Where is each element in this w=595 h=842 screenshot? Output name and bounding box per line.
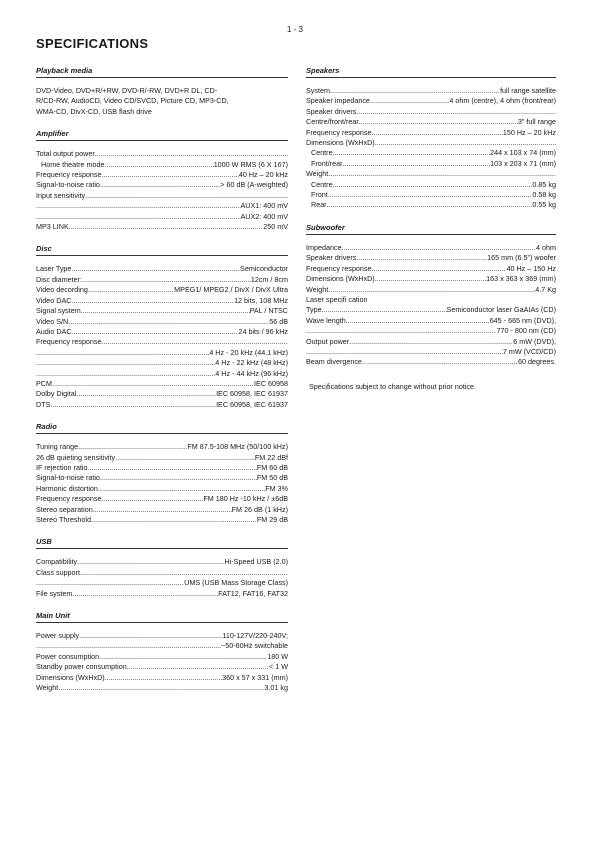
spec-row <box>36 180 288 190</box>
dot-leader <box>100 180 220 190</box>
dot-leader <box>36 212 240 222</box>
spec-label: Tuning range <box>36 442 79 452</box>
spec-row <box>36 473 288 483</box>
subwoofer-heading: Subwoofer <box>306 223 556 235</box>
spec-row <box>306 86 556 96</box>
spec-row <box>306 180 556 190</box>
spec-value: 110-127V/220-240V; <box>222 631 288 641</box>
spec-label: Frequency response <box>306 127 372 137</box>
spec-value: 4 Hz - 20 kHz (44.1 kHz) <box>209 347 288 357</box>
spec-value: 163 x 363 x 369 (mm) <box>486 274 556 284</box>
spec-row <box>36 264 288 274</box>
spec-value: Hi-Speed USB (2.0) <box>224 557 288 567</box>
spec-value: 0.85 kg <box>532 179 556 189</box>
main-unit-heading: Main Unit <box>36 611 288 623</box>
spec-row <box>36 327 288 337</box>
spec-value: 40 Hz – 150 Hz <box>506 263 556 273</box>
dot-leader <box>82 275 251 285</box>
spec-row <box>36 652 288 662</box>
spec-label: Weight <box>306 284 329 294</box>
dot-leader <box>72 589 218 599</box>
spec-label: Input sensitivity <box>36 190 86 200</box>
spec-row <box>36 453 288 463</box>
spec-label: Standby power consumption <box>36 662 127 672</box>
spec-label: Total output power <box>36 149 95 159</box>
spec-value: 4 ohm (centre), 4 ohm (front/rear) <box>449 96 556 106</box>
spec-row <box>36 201 288 211</box>
spec-label: Centre <box>311 148 333 158</box>
spec-row <box>36 641 288 651</box>
spec-row <box>306 337 556 347</box>
spec-label: Type <box>306 305 322 315</box>
spec-value: 180 W <box>267 651 288 661</box>
spec-row <box>36 442 288 452</box>
dot-leader <box>333 148 491 158</box>
spec-value: FM 3% <box>265 483 288 493</box>
dot-leader <box>372 264 507 274</box>
spec-row <box>36 578 288 588</box>
amplifier-section <box>36 129 288 232</box>
spec-label: Audio DAC <box>36 326 72 336</box>
spec-label: Impedance <box>306 242 342 252</box>
dot-leader <box>36 369 215 379</box>
playback-line: R/CD-RW, AudioCD, Video CD/SVCD, Picture CD, MP3-CD, <box>36 96 229 106</box>
subwoofer-section <box>306 223 556 368</box>
dot-leader <box>85 191 288 201</box>
spec-label: Front/rear <box>311 158 343 168</box>
spec-label: Dolby Digital <box>36 389 77 399</box>
spec-value: 165 mm (6.5") woofer <box>487 253 556 263</box>
spec-label: Disc diameter: <box>36 274 82 284</box>
spec-label: Front <box>311 190 328 200</box>
spec-value: IEC 60958 <box>254 378 288 388</box>
spec-value: 6 mW (DVD), <box>513 336 556 346</box>
spec-row <box>36 170 288 180</box>
spec-row <box>306 285 556 295</box>
spec-label: Home theatre mode <box>41 159 105 169</box>
spec-value: 4.7 Kg <box>535 284 556 294</box>
spec-row <box>36 515 288 525</box>
dot-leader <box>349 337 513 347</box>
spec-row <box>36 568 288 578</box>
spec-value: 3" full range <box>517 117 556 127</box>
amplifier-heading: Amplifier <box>36 129 288 141</box>
playback-heading: Playback media <box>36 66 288 78</box>
spec-value: 24 bits / 96 kHz <box>238 326 288 336</box>
spec-value: FM 26 dB (1 kHz) <box>231 504 288 514</box>
spec-label: Beam divergence <box>306 357 362 367</box>
spec-row <box>36 557 288 567</box>
spec-label: Laser Type <box>36 264 72 274</box>
dot-leader <box>93 505 232 515</box>
spec-row <box>306 316 556 326</box>
spec-row <box>306 305 556 315</box>
spec-row <box>36 683 288 693</box>
spec-value: 4 Hz - 22 kHz (48 kHz) <box>215 358 288 368</box>
spec-label: Dimensions (WxHxD) <box>36 672 105 682</box>
dot-leader <box>79 631 222 641</box>
spec-value: 12 bits, 108 MHz <box>234 295 288 305</box>
spec-value: 360 x 57 x 331 (mm) <box>222 672 288 682</box>
spec-value: UMS (USB Mass Storage Class) <box>184 578 288 588</box>
dot-leader <box>77 557 224 567</box>
dot-leader <box>306 326 496 336</box>
spec-value: IEC 60958, IEC 61937 <box>216 399 288 409</box>
dot-leader <box>346 316 490 326</box>
spec-label: Compatibility <box>36 557 78 567</box>
dot-leader <box>375 274 486 284</box>
spec-value: > 60 dB (A-weighted) <box>220 180 288 190</box>
dot-leader <box>80 568 288 578</box>
spec-value: FAT12, FAT16, FAT32 <box>218 588 288 598</box>
spec-row <box>36 673 288 683</box>
dot-leader <box>362 357 518 367</box>
spec-row <box>306 347 556 357</box>
dot-leader <box>100 473 257 483</box>
spec-row <box>306 253 556 263</box>
dot-leader <box>342 243 536 253</box>
spec-value: 12cm / 8cm <box>250 274 288 284</box>
spec-label: DTS <box>36 399 51 409</box>
spec-label: Signal-to-noise ratio <box>36 180 100 190</box>
spec-row <box>306 107 556 117</box>
dot-leader <box>328 285 535 295</box>
spec-row <box>36 285 288 295</box>
dot-leader <box>328 169 556 179</box>
disc-heading: Disc <box>36 244 288 256</box>
spec-label: Stereo Threshold <box>36 515 92 524</box>
spec-value: 770 - 800 nm (CD) <box>496 326 556 336</box>
dot-leader <box>91 515 257 525</box>
spec-value: 645 - 665 nm (DVD), <box>489 315 556 325</box>
spec-value: 0.58 kg <box>532 190 556 200</box>
spec-label: Class support <box>36 567 80 577</box>
spec-value: AUX1: 400 mV <box>240 201 288 211</box>
dot-leader <box>356 253 487 263</box>
spec-label: Laser specifi cation <box>306 294 368 304</box>
spec-row <box>36 389 288 399</box>
main-unit-section <box>36 611 288 693</box>
dot-leader <box>36 348 209 358</box>
spec-row <box>36 358 288 368</box>
spec-value: 3.01 kg <box>264 683 288 693</box>
spec-row <box>36 463 288 473</box>
spec-row <box>306 243 556 253</box>
spec-label: Centre <box>311 179 333 189</box>
spec-label: Video DAC <box>36 295 72 305</box>
spec-value: full range satellite <box>500 86 556 95</box>
spec-value: 4 ohm <box>536 242 556 252</box>
spec-value: FM 87.5-108 MHz (50/100 kHz) <box>187 442 288 452</box>
spec-value: FM 60 dB <box>256 462 288 472</box>
dot-leader <box>36 641 221 651</box>
spec-label: Wave length <box>306 315 346 325</box>
spec-row <box>306 128 556 138</box>
spec-label: Frequency response <box>306 263 372 273</box>
dot-leader <box>99 652 267 662</box>
spec-label: Speaker drivers <box>306 106 357 116</box>
dot-leader <box>102 337 288 347</box>
dot-leader <box>50 400 216 410</box>
spec-row <box>306 96 556 106</box>
spec-row <box>36 505 288 515</box>
dot-leader <box>88 463 257 473</box>
dot-leader <box>356 107 556 117</box>
spec-label: IF rejection ratio <box>36 462 88 472</box>
spec-label: Centre/front/rear <box>306 117 359 127</box>
spec-row <box>36 296 288 306</box>
dot-leader <box>36 578 184 588</box>
dot-leader <box>78 442 187 452</box>
spec-value: 7 mW (VCD/CD) <box>502 346 556 356</box>
spec-row <box>36 379 288 389</box>
speakers-section <box>306 66 556 211</box>
spec-row <box>306 295 556 305</box>
disc-section <box>36 244 288 410</box>
spec-row <box>306 200 556 210</box>
dot-leader <box>58 683 264 693</box>
spec-value: 244 x 103 x 74 (mm) <box>490 148 556 158</box>
spec-row <box>36 212 288 222</box>
dot-leader <box>333 180 533 190</box>
spec-value: ~50-60Hz switchable <box>221 641 288 651</box>
spec-value: < 1 W <box>269 662 288 672</box>
dot-leader <box>36 201 240 211</box>
dot-leader <box>115 453 255 463</box>
spec-label: Rear <box>311 200 327 210</box>
playback-section <box>36 66 288 117</box>
spec-value: Semiconductor <box>240 264 288 274</box>
dot-leader <box>69 222 263 232</box>
spec-label: Dimensions (WxHxD) <box>306 274 375 284</box>
spec-label: Signal system <box>36 306 81 316</box>
spec-row <box>36 662 288 672</box>
spec-label: Frequency response <box>36 494 102 504</box>
usb-heading: USB <box>36 537 288 549</box>
dot-leader <box>359 117 518 127</box>
dot-leader <box>95 149 288 159</box>
radio-heading: Radio <box>36 422 288 434</box>
spec-row <box>306 148 556 158</box>
spec-label: MP3 LINK <box>36 222 69 232</box>
dot-leader <box>72 327 239 337</box>
spec-label: Video decording <box>36 285 88 295</box>
dot-leader <box>327 200 533 210</box>
dot-leader <box>375 138 556 148</box>
spec-row <box>36 494 288 504</box>
spec-row <box>306 190 556 200</box>
spec-value: 250 mV <box>263 222 288 232</box>
spec-row <box>306 138 556 148</box>
spec-label: Output power <box>306 336 350 346</box>
spec-value: 150 Hz – 20 kHz <box>502 127 556 137</box>
dot-leader <box>370 96 449 106</box>
spec-row <box>36 149 288 159</box>
radio-section <box>36 422 288 525</box>
spec-row <box>36 222 288 232</box>
spec-label: Stereo separation <box>36 504 93 514</box>
page-title: SPECIFICATIONS <box>36 36 149 51</box>
spec-label: Video S/N <box>36 316 69 326</box>
spec-value: MPEG1/ MPEG2 / DivX / DivX Ultra <box>174 285 288 295</box>
playback-line: WMA-CD, DivX-CD, USB flash drive <box>36 106 152 116</box>
spec-row <box>306 169 556 179</box>
spec-label: Dimensions (WxHxD) <box>306 138 375 148</box>
spec-label: 26 dB quieting sensitivity <box>36 452 116 462</box>
spec-label: Signal-to-noise ratio <box>36 473 100 483</box>
spec-row <box>36 400 288 410</box>
dot-leader <box>343 159 491 169</box>
dot-leader <box>71 264 240 274</box>
left-column <box>36 66 288 705</box>
spec-value: 103 x 203 x 71 (mm) <box>490 158 556 168</box>
spec-row <box>36 348 288 358</box>
dot-leader <box>306 347 503 357</box>
dot-leader <box>102 170 239 180</box>
dot-leader <box>328 190 533 200</box>
dot-leader <box>330 86 500 96</box>
spec-label: Frequency response <box>36 337 102 347</box>
spec-label: Speaker drivers <box>306 253 357 263</box>
spec-label: Frequency response <box>36 170 102 180</box>
spec-label: Speaker impedance <box>306 96 370 106</box>
dot-leader <box>36 358 215 368</box>
speakers-heading: Speakers <box>306 66 556 78</box>
spec-value: 56 dB <box>269 316 288 326</box>
spec-row <box>36 631 288 641</box>
spec-value: FM 29 dB <box>256 515 288 524</box>
spec-row <box>36 317 288 327</box>
spec-row <box>36 191 288 201</box>
spec-value: FM 22 dBf <box>254 452 288 462</box>
dot-leader <box>105 673 222 683</box>
spec-value: Semiconductor laser GaAIAs (CD) <box>446 305 556 315</box>
dot-leader <box>98 484 265 494</box>
spec-row <box>306 159 556 169</box>
spec-row <box>36 337 288 347</box>
spec-row <box>36 306 288 316</box>
playback-line: DVD-Video, DVD+R/+RW, DVD-R/-RW, DVD+R DL, CD- <box>36 86 218 95</box>
dot-leader <box>372 128 503 138</box>
spec-row <box>306 326 556 336</box>
spec-value: 40 Hz – 20 kHz <box>238 170 288 180</box>
dot-leader <box>105 160 214 170</box>
spec-value: IEC 60958, IEC 61937 <box>216 389 288 399</box>
spec-label: Weight <box>36 683 59 693</box>
spec-row <box>306 264 556 274</box>
spec-label: Power supply <box>36 631 80 641</box>
page-number: 1 - 3 <box>287 25 304 34</box>
dot-leader <box>71 296 234 306</box>
spec-row <box>36 369 288 379</box>
dot-leader <box>68 317 269 327</box>
spec-label: System <box>306 86 330 95</box>
spec-row <box>36 160 288 170</box>
spec-value: 60 degrees. <box>518 357 556 367</box>
spec-value: AUX2: 400 mV <box>240 211 288 221</box>
spec-value: 0.55 kg <box>532 200 556 210</box>
dot-leader <box>81 306 250 316</box>
spec-value: 1000 W RMS (6 X 167) <box>213 159 288 169</box>
dot-leader <box>127 662 269 672</box>
right-column <box>306 66 556 391</box>
spec-value: FM 50 dB <box>256 473 288 483</box>
dot-leader <box>76 389 216 399</box>
spec-label: PCM <box>36 378 52 388</box>
spec-row <box>306 357 556 367</box>
spec-row <box>306 117 556 127</box>
spec-label: File system <box>36 588 73 598</box>
spec-label: Harmonic distortion <box>36 483 98 493</box>
spec-row <box>36 484 288 494</box>
spec-value: FM 180 Hz -10 kHz / ±6dB <box>203 494 288 504</box>
usb-section <box>36 537 288 599</box>
spec-value: PAL / NTSC <box>249 306 288 316</box>
disclaimer-note: Specifications subject to change without prior notice. <box>309 381 477 391</box>
spec-row <box>36 275 288 285</box>
dot-leader <box>52 379 254 389</box>
spec-label: Weight <box>306 169 329 179</box>
spec-row <box>36 589 288 599</box>
dot-leader <box>322 305 447 315</box>
spec-row <box>306 274 556 284</box>
spec-label: Power consumption <box>36 651 100 661</box>
dot-leader <box>88 285 174 295</box>
dot-leader <box>102 494 204 504</box>
spec-value: 4 Hz - 44 kHz (96 kHz) <box>215 368 288 378</box>
